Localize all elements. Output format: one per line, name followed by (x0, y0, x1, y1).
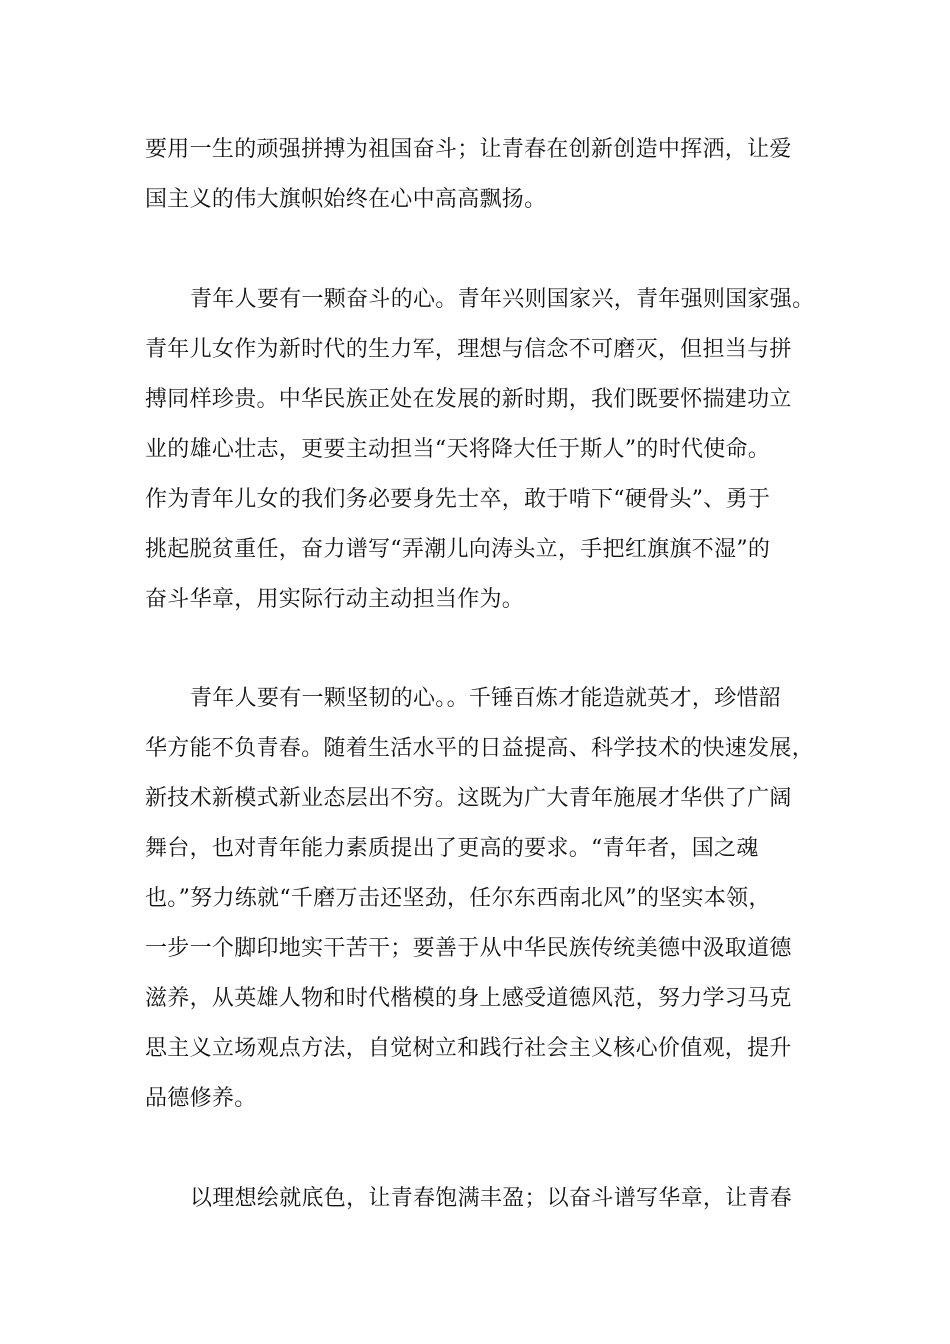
text-line: 青年人要有一颗奋斗的心。青年兴则国家兴，青年强则国家强。 (190, 287, 815, 312)
text-line: 新技术新模式新业态层出不穷。这既为广大青年施展才华供了广阔 (145, 786, 792, 811)
text-line: 以理想绘就底色，让青春饱满丰盈；以奋斗谱写华章，让青春 (190, 1186, 793, 1211)
text-line: 青年人要有一颗坚韧的心。。千锤百炼才能造就英才，珍惜韶 (190, 686, 782, 711)
text-line: 一步一个脚印地实干苦干；要善于从中华民族传统美德中汲取道德 (145, 936, 792, 961)
text-line: 品德修养。 (145, 1086, 257, 1111)
text-line: 要用一生的顽强拼搏为祖国奋斗；让青春在创新创造中挥洒，让爱 (145, 137, 792, 162)
text-line: 舞台，也对青年能力素质提出了更高的要求。“青年者，国之魂 (145, 836, 759, 861)
text-line: 挑起脱贫重任，奋力谱写“弄潮儿向涛头立，手把红旗旗不湿”的 (145, 537, 771, 562)
text-line: 华方能不负青春。随着生活水平的日益提高、科学技术的快速发展， (145, 736, 815, 761)
text-line: 滋养，从英雄人物和时代楷模的身上感受道德风范，努力学习马克 (145, 986, 792, 1011)
text-line: 国主义的伟大旗帜始终在心中高高飘扬。 (145, 187, 547, 212)
text-line: 业的雄心壮志，更要主动担当“天将降大任于斯人”的时代使命。 (145, 437, 771, 462)
text-line: 搏同样珍贵。中华民族正处在发展的新时期，我们既要怀揣建功立 (145, 387, 792, 412)
text-line: 思主义立场观点方法，自觉树立和践行社会主义核心价值观，提升 (145, 1036, 792, 1061)
text-line: 青年儿女作为新时代的生力军，理想与信念不可磨灭，但担当与拼 (145, 337, 792, 362)
text-line: 奋斗华章，用实际行动主动担当作为。 (145, 587, 525, 612)
text-line: 作为青年儿女的我们务必要身先士卒，敢于啃下“硬骨头”、勇于 (145, 487, 771, 512)
text-line: 也。”努力练就“千磨万击还坚劲，任尔东西南北风”的坚实本领， (145, 886, 771, 911)
